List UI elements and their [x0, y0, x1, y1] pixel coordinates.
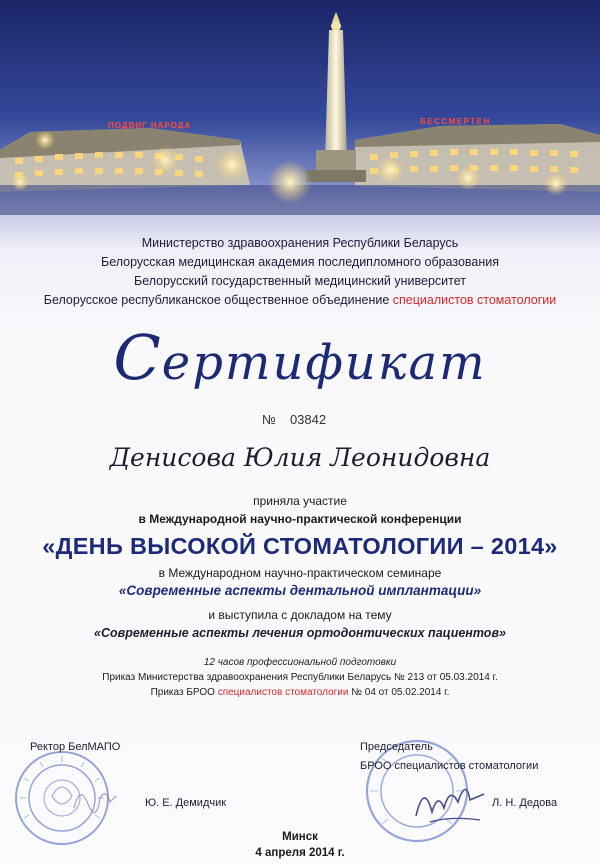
report-intro: и выступила с докладом на тему — [208, 608, 392, 622]
sign-right: БЕССМЕРТЕН — [420, 117, 491, 126]
rector-title: Ректор БелМАПО — [30, 741, 121, 753]
conference-name: «ДЕНЬ ВЫСОКОЙ СТОМАТОЛОГИИ – 2014» — [42, 533, 558, 559]
city-night-illustration — [0, 0, 600, 215]
issuer-ministry: Министерство здравоохранения Республики Беларусь — [141, 236, 459, 250]
title-rest: ертификат — [161, 335, 487, 391]
order-broo-prefix: Приказ БРОО — [150, 687, 215, 698]
report-title: «Современные аспекты лечения ортодонтических пациентов» — [94, 626, 506, 640]
sign-left: ПОДВИГ НАРОДА — [108, 121, 192, 130]
number-label: № — [262, 412, 276, 427]
issuer-belmapo: Белорусская медицинская академия последипломного образования — [100, 255, 500, 269]
seminar-name: «Современные аспекты дентальной имплантации» — [118, 583, 482, 598]
chair-title-line2: БРОО специалистов стоматологии — [360, 760, 539, 772]
issuers-block — [0, 234, 600, 310]
chair-name: Л. Н. Дедова — [492, 797, 558, 809]
order-broo-highlight: специалистов стоматологии — [217, 687, 349, 698]
number-value: 03842 — [289, 412, 327, 427]
order-broo-suffix: № 04 от 05.02.2014 г. — [351, 687, 450, 698]
issue-city: Минск — [282, 831, 318, 843]
issuer-bsmu: Белорусский государственный медицинский университет — [133, 274, 466, 288]
header-photo — [0, 0, 600, 215]
order-ministry: Приказ Министерства здравоохранения Республики Беларусь № 213 от 05.03.2014 г. — [102, 672, 498, 683]
issuer-broo — [0, 291, 600, 310]
rector-signature — [70, 778, 120, 818]
conference-intro: в Международной научно-практической конференции — [138, 512, 462, 526]
issuer-broo-prefix: Белорусское республиканское общественное объединение — [43, 293, 390, 307]
recipient-name: Денисова Юлия Леонидовна — [109, 443, 491, 472]
chair-signature — [410, 772, 490, 832]
hours-text: 12 часов профессиональной подготовки — [203, 657, 397, 668]
order-broo — [0, 687, 600, 698]
rector-name: Ю. Е. Демидчик — [145, 797, 227, 809]
certificate-number — [262, 412, 326, 427]
seminar-intro: в Международном научно-практическом семинаре — [158, 566, 442, 580]
certificate-title — [0, 322, 600, 399]
issuer-broo-highlight: специалистов стоматологии — [392, 293, 557, 307]
title-first-letter: С — [113, 321, 162, 394]
chair-title-line1: Председатель — [360, 741, 433, 753]
issue-date: 4 апреля 2014 г. — [255, 847, 345, 859]
participated-text: приняла участие — [253, 494, 347, 508]
